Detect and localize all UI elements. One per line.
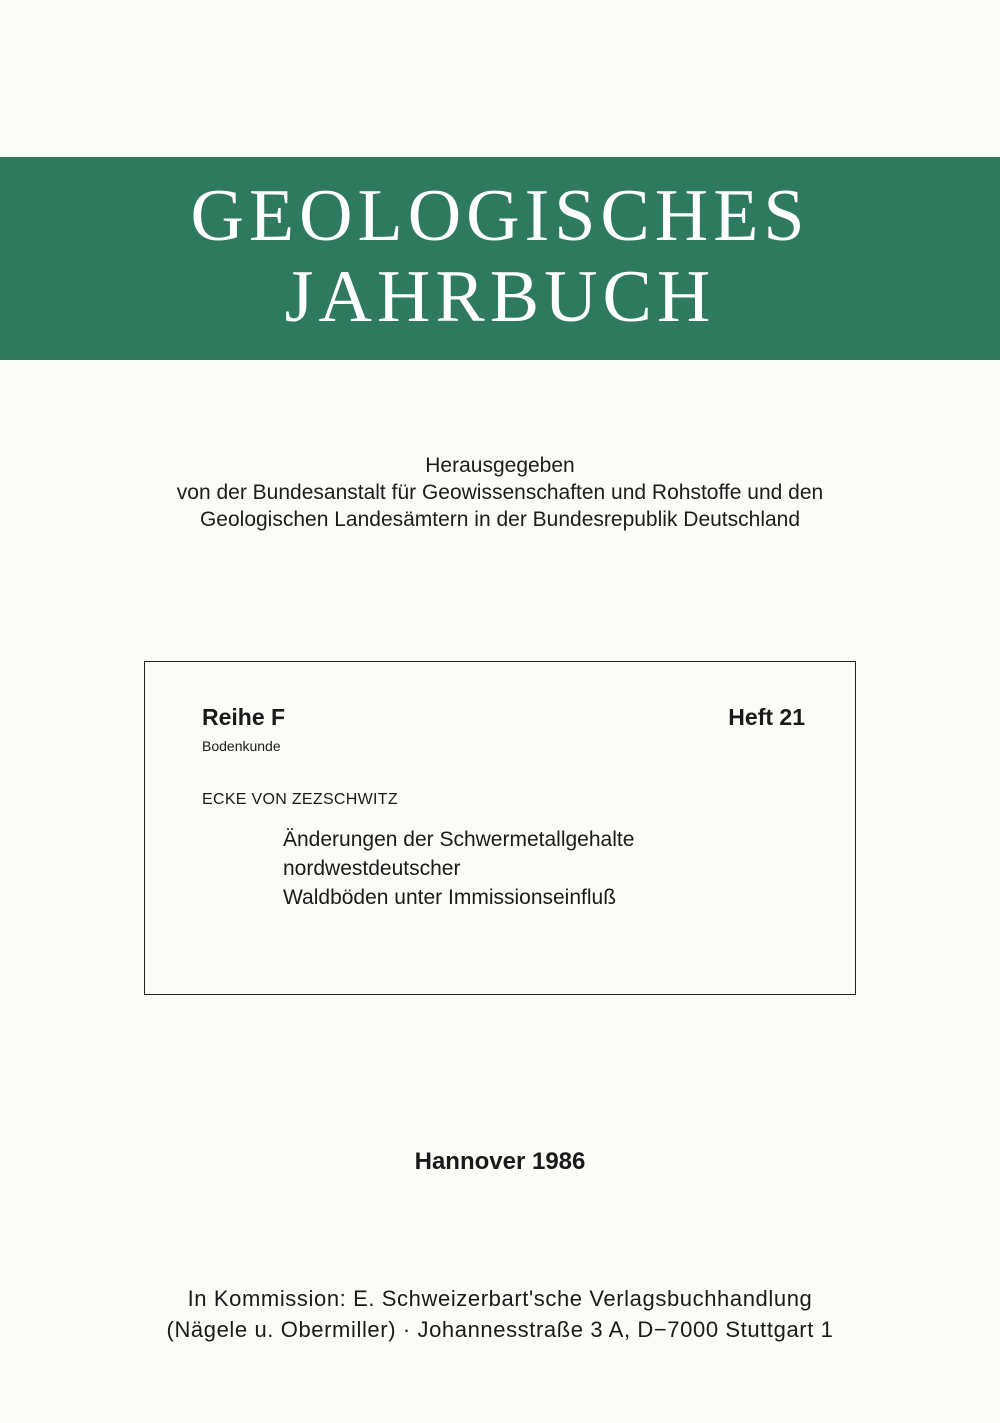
series-info-box xyxy=(144,661,856,995)
place-and-year: Hannover 1986 xyxy=(414,1148,586,1175)
commission-imprint xyxy=(0,1283,1000,1345)
work-title-line-3: Waldböden unter Immissionseinfluß xyxy=(283,886,617,909)
commission-line-1: In Kommission: E. Schweizerbart'sche Verlagsbuchhandlung xyxy=(187,1286,813,1311)
publisher-block xyxy=(0,452,1000,533)
journal-title-line-2: JAHRBUCH xyxy=(284,256,716,338)
issue-number: Heft 21 xyxy=(728,704,805,730)
work-title xyxy=(283,825,634,912)
author-name: ECKE VON ZEZSCHWITZ xyxy=(202,791,398,808)
publisher-line-3: Geologischen Landesämtern in der Bundesrepublik Deutschland xyxy=(199,508,801,531)
series-name: Reihe F xyxy=(202,704,286,730)
journal-title-line-1: GEOLOGISCHES xyxy=(190,175,810,257)
work-title-line-1: Änderungen der Schwermetallgehalte xyxy=(283,828,635,851)
series-subject: Bodenkunde xyxy=(202,738,281,754)
publisher-line-2: von der Bundesanstalt für Geowissenschaften und Rohstoffe und den xyxy=(176,481,824,504)
title-banner xyxy=(0,157,1000,360)
work-title-line-2: nordwestdeutscher xyxy=(283,857,461,880)
commission-line-2: (Nägele u. Obermiller) · Johannesstraße 3 A, D−7000 Stuttgart 1 xyxy=(166,1317,834,1342)
publisher-line-1: Herausgegeben xyxy=(425,454,575,477)
